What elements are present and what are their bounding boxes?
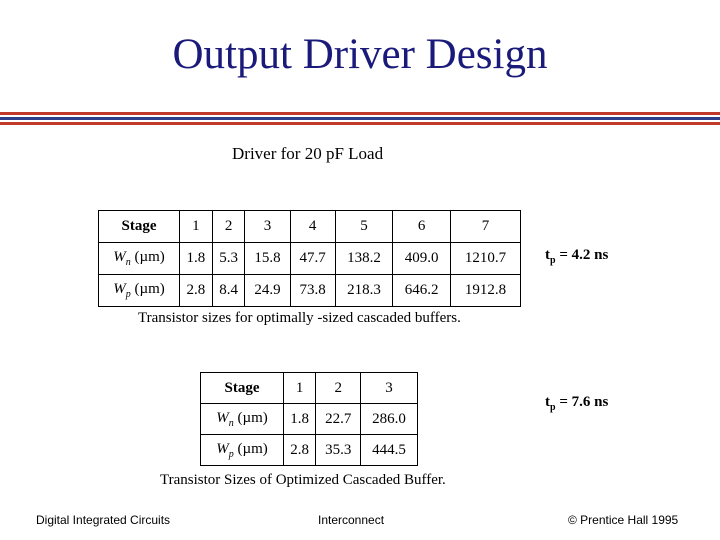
table-cell: 1.8: [284, 404, 316, 435]
table-row: [201, 373, 418, 404]
table-cell: 138.2: [335, 243, 393, 275]
table-cell: 444.5: [361, 435, 418, 466]
footer-left: Digital Integrated Circuits: [36, 513, 171, 527]
table-cell: 2.8: [180, 275, 213, 307]
table-header-cell: 6: [393, 211, 451, 243]
table-header-cell: 2: [316, 373, 361, 404]
table-row: [99, 243, 521, 275]
stage-sizes-table: [98, 210, 521, 307]
table-cell: 35.3: [316, 435, 361, 466]
table-cell: 646.2: [393, 275, 451, 307]
title-rule-top: [0, 112, 720, 115]
table-row: [99, 211, 521, 243]
table1-caption: Transistor sizes for optimally -sized cascaded buffers.: [138, 310, 461, 326]
table-header-cell: Stage: [99, 211, 180, 243]
wp-row-label: $W_p$ (µm): [201, 435, 284, 466]
table-cell: 409.0: [393, 243, 451, 275]
table-row: [99, 275, 521, 307]
table-row: [201, 435, 418, 466]
table-cell: 24.9: [245, 275, 290, 307]
title-rule-bottom: [0, 122, 720, 125]
wp-row-label: $W_p$ (µm): [99, 275, 180, 307]
table-header-cell: 3: [361, 373, 418, 404]
wn-row-label: $W_n$ (µm): [99, 243, 180, 275]
table-cell: 22.7: [316, 404, 361, 435]
propagation-delay-2: $t_p = 7.6$ ns: [545, 394, 609, 413]
optimized-buffer-table: [200, 372, 418, 466]
table-cell: 8.4: [212, 275, 245, 307]
propagation-delay-1: $t_p = 4.2$ ns: [545, 247, 609, 266]
figure-heading: Driver for 20 pF Load: [232, 144, 384, 163]
table-header-cell: 3: [245, 211, 290, 243]
table-header-cell: 7: [450, 211, 520, 243]
table-header-cell: 1: [180, 211, 213, 243]
table-row: [201, 404, 418, 435]
table-cell: 1912.8: [450, 275, 520, 307]
table-cell: 1210.7: [450, 243, 520, 275]
table-header-cell: 1: [284, 373, 316, 404]
table-cell: 1.8: [180, 243, 213, 275]
table-cell: 47.7: [290, 243, 335, 275]
footer-center: Interconnect: [318, 513, 385, 527]
table-cell: 15.8: [245, 243, 290, 275]
table-header-cell: 2: [212, 211, 245, 243]
table-cell: 73.8: [290, 275, 335, 307]
title-rule-middle: [0, 117, 720, 120]
table-header-cell: 4: [290, 211, 335, 243]
wn-row-label: $W_n$ (µm): [201, 404, 284, 435]
table2-caption: Transistor Sizes of Optimized Cascaded Buffer.: [160, 472, 446, 488]
slide-title: Output Driver Design: [172, 31, 548, 78]
table-cell: 5.3: [212, 243, 245, 275]
footer-right: © Prentice Hall 1995: [568, 513, 679, 527]
table-header-cell: 5: [335, 211, 393, 243]
table-header-cell: Stage: [201, 373, 284, 404]
table-cell: 218.3: [335, 275, 393, 307]
table-cell: 286.0: [361, 404, 418, 435]
table-cell: 2.8: [284, 435, 316, 466]
